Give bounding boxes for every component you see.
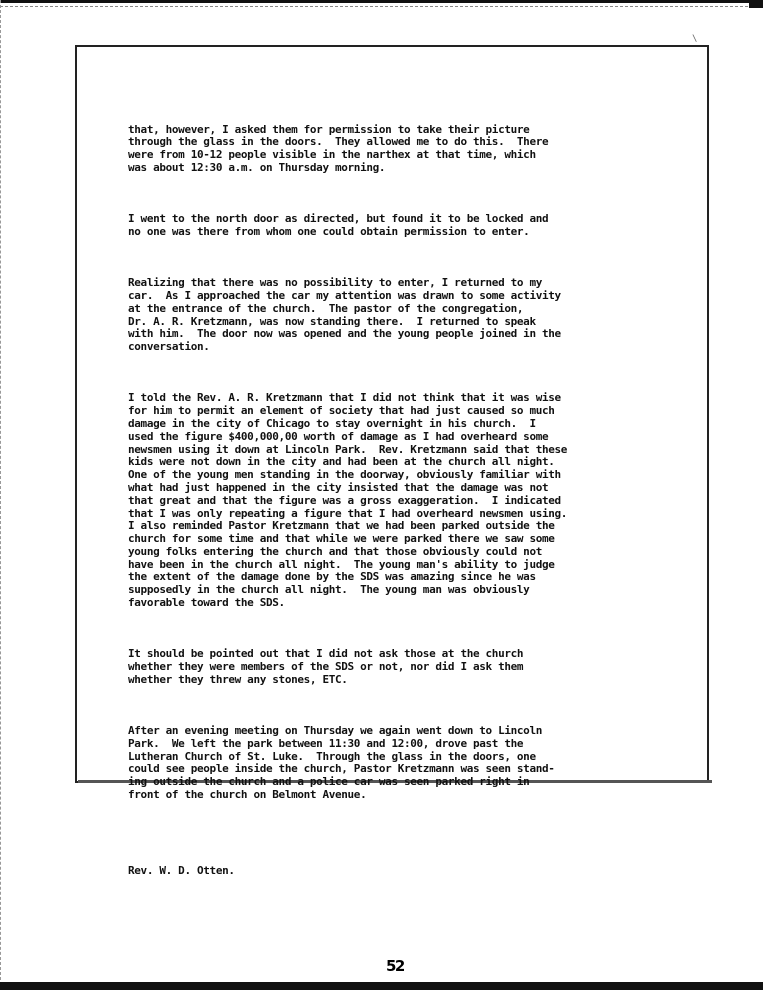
paragraph-6: After an evening meeting on Thursday we again went down to Lincoln Park. We left the park between 11:30 and 12:00, drove past the Lutheran Church of St. Luke. Through the glass in the doors, one could see people inside the church, Pastor Kretzmann was seen stand- ing outside the church and a police car was seen parked right in front of the church on Belmont Avenue. [128, 724, 555, 802]
typed-text-body [128, 98, 658, 904]
scan-top-border [0, 6, 763, 9]
paragraph-4: I told the Rev. A. R. Kretzmann that I did not think that it was wise for him to permit an element of society that had just caused so much damage in the city of Chicago to stay overnight in his church. I used the figure $400,000,00 worth of damage as I had overheard some newsmen using it down at Lincoln Park. Rev. Kretzmann said that these kids were not down in the city and had been at the church all night. One of the young men standing in the doorway, obviously familiar with what had just happened in the city insisted that the damage was not that great and that the figure was a gross exaggeration. I indicated that I was only repeating a figure that I had overheard newsmen using. I also reminded Pastor Kretzmann that we had been parked outside the church for some time and that while we were parked there we saw some young folks entering the church and that those obviously could not have been in the church all night. The young man's ability to judge the extent of the damage done by the SDS was amazing since he was supposedly in the church all night. The young man was obviously favorable toward the SDS. [128, 391, 568, 610]
signature: Rev. W. D. Otten. [128, 864, 235, 878]
scan-corner-mark [749, 0, 763, 8]
paragraph-2: I went to the north door as directed, but found it to be locked and no one was there from whom one could obtain permission to enter. [128, 212, 549, 238]
scan-bottom-edge [0, 982, 763, 990]
scan-left-border [0, 0, 3, 990]
margin-mark: \ [692, 34, 698, 44]
paragraph-1: that, however, I asked them for permission to take their picture through the glass in the doors. They allowed me to do this. There were from 10-12 people visible in the narthex at that time, which was about 12:30 a.m. on Thursday morning. [128, 122, 549, 174]
paragraph-5: It should be pointed out that I did not ask those at the church whether they were members of the SDS or not, nor did I ask them whether they threw any stones, ETC. [128, 647, 524, 686]
scan-top-edge [0, 0, 763, 3]
page-number: 52 [386, 957, 404, 975]
paragraph-3: Realizing that there was no possibility to enter, I returned to my car. As I approached the car my attention was drawn to some activity at the entrance of the church. The pastor of the congregation, Dr. A. R. Kretzmann, was now standing there. I returned to speak with him. The door now was opened and the young people joined in the conversation. [128, 276, 561, 354]
